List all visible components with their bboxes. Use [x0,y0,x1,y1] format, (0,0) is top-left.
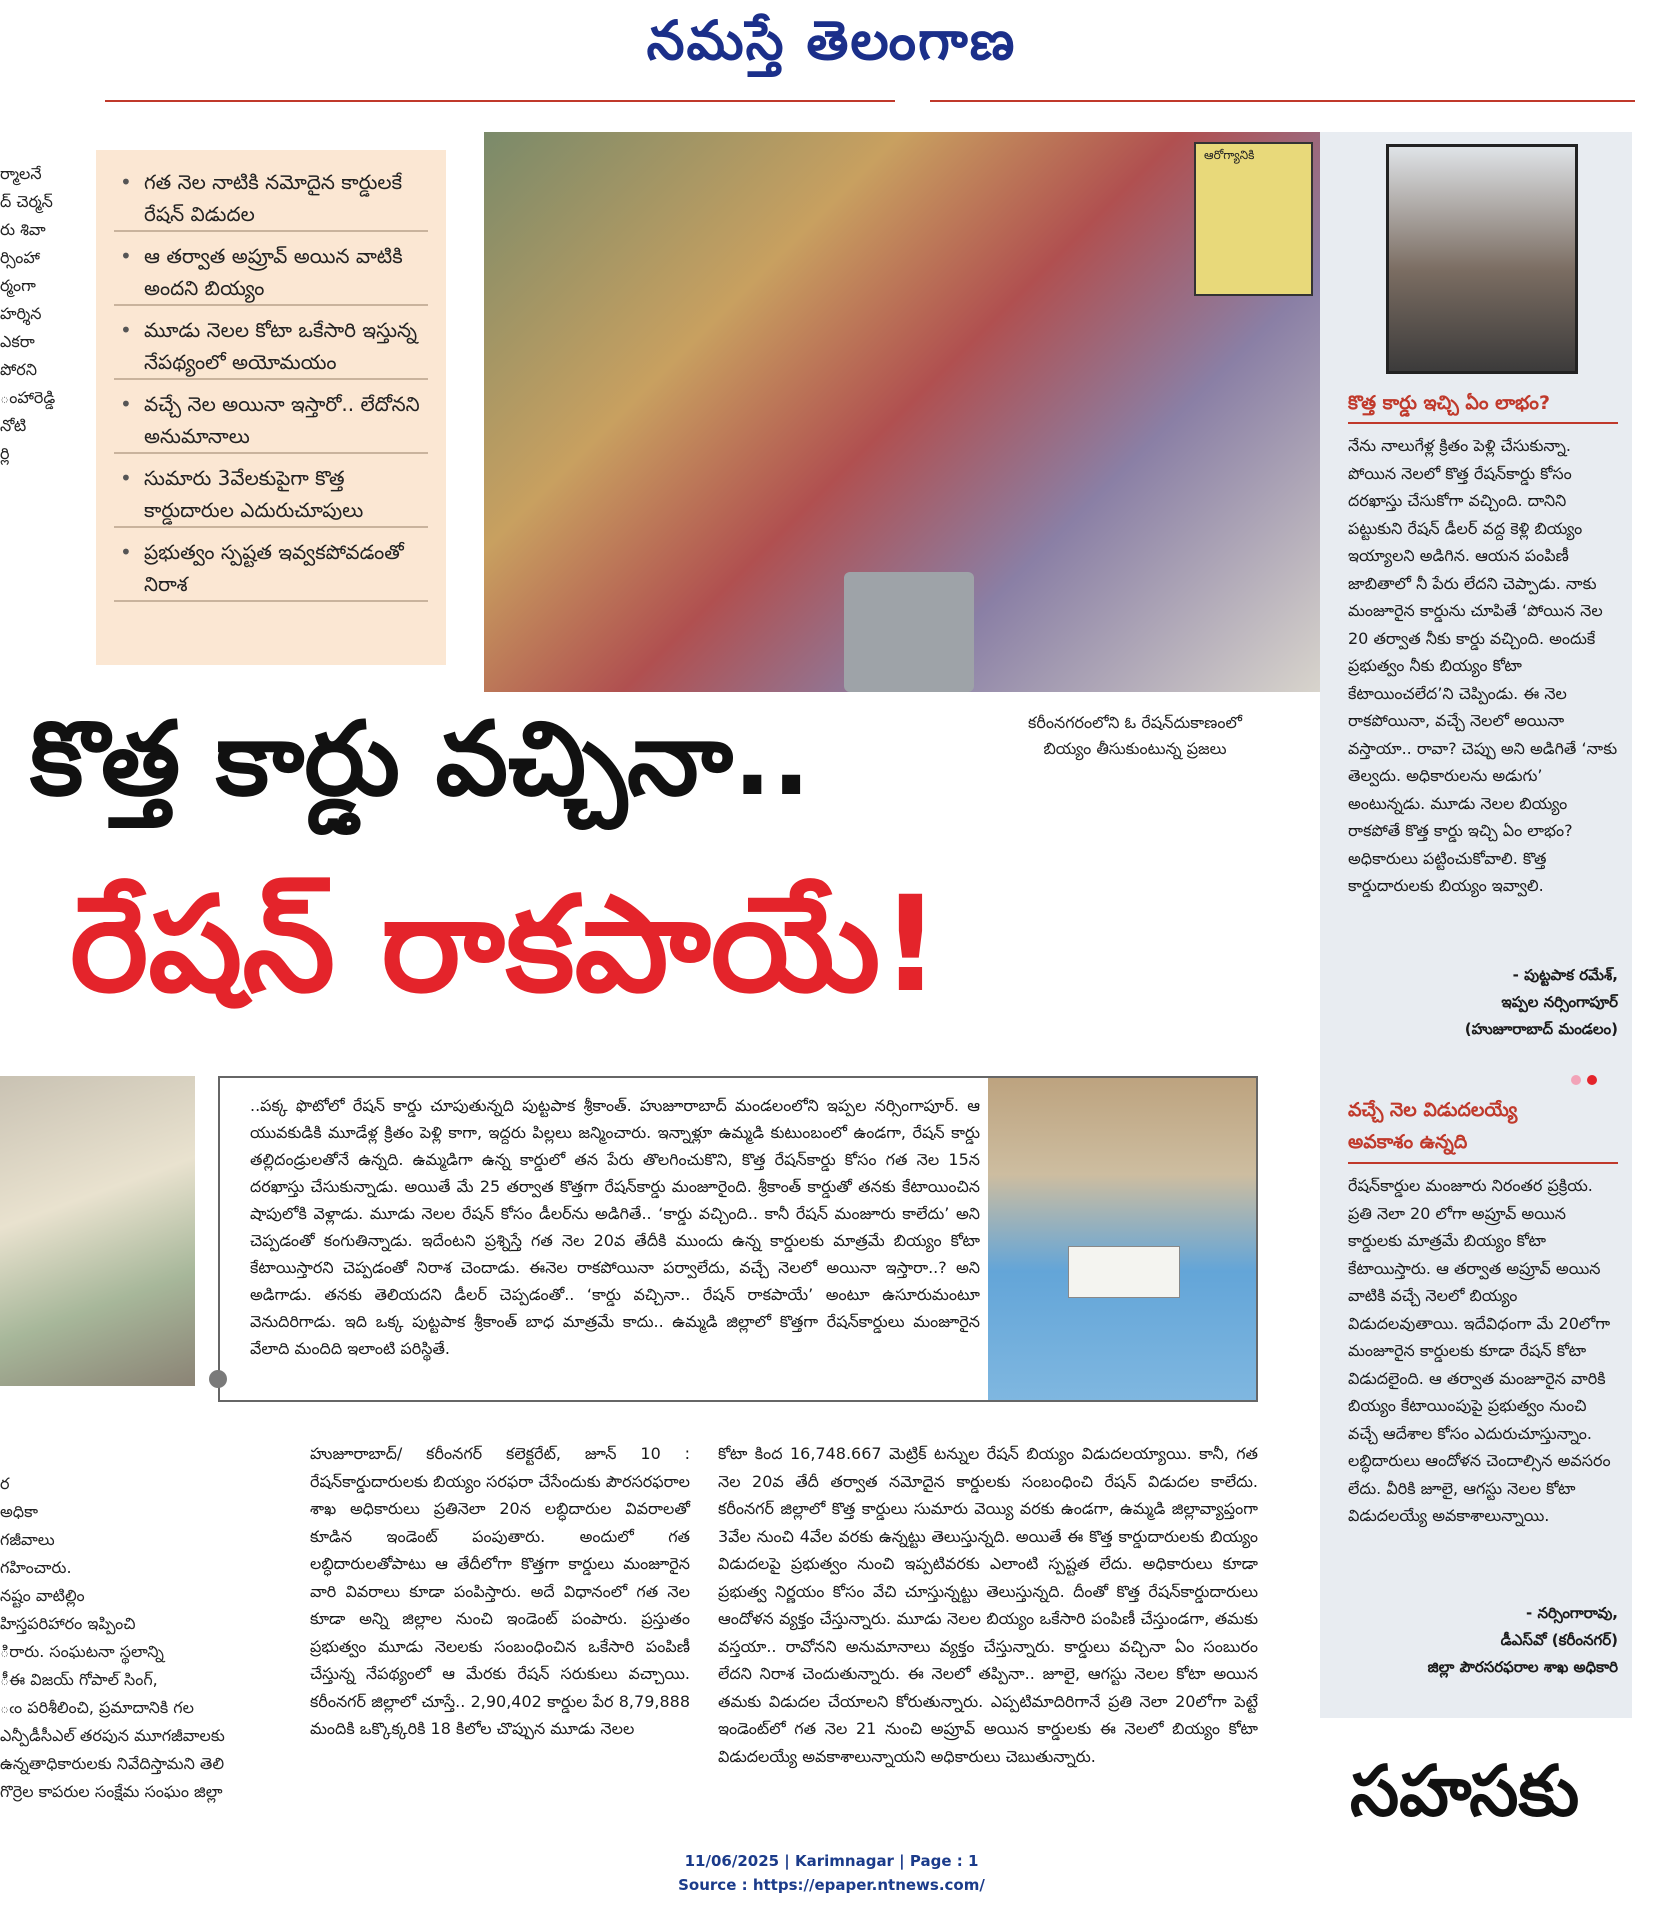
left-strip-line: ర్మాలనే [0,164,42,183]
highlights-box [96,150,446,665]
sidebar-divider [1348,1162,1618,1164]
main-photo-ration-shop [484,132,1320,692]
story-box-dot [209,1370,227,1388]
left-strip-line: నోటి [0,416,27,435]
left-strip-line: ర [0,1474,10,1493]
masthead: నమస్తే తెలంగాణ [646,8,1017,72]
sidebar-dots [1565,1070,1597,1089]
left-strip-line: ీఈ విజయ్ గోపాల్ సింగ్, [0,1670,158,1689]
highlight-item: • ప్రభుత్వం స్పష్టత ఇవ్వకపోవడంతో నిరాశ [114,536,428,602]
signature-line: ఇప్పల నర్సింగాపూర్ [1501,993,1618,1011]
sidebar-bottom-heading-line: వచ్చే నెల విడుదలయ్యే [1348,1099,1518,1121]
sidebar-top-text: నేను నాలుగేళ్ల క్రితం పెళ్లి చేసుకున్నా. పోయిన నెలలో కొత్త రేషన్‌కార్డు కోసం దరఖాస్తు చేసుకోగా వచ్చింది. దానిని పట్టుకుని రేషన్ డీలర్ వద్ద కెళ్లి బియ్యం ఇయ్యాలని అడిగిన. ఆయన పంపిణీ జాబితాలో నీ పేరు లేదని చెప్పాడు. నాకు మంజూరైన కార్డును చూపితే ‘పోయిన నెల 20 తర్వాత నీకు కార్డు వచ్చింది. అందుకే ప్రభుత్వం నీకు బియ్యం కోటా కేటాయించలేద’ని చెప్పిండు. ఈ నెల రాకపోయినా, వచ్చే నెలలో అయినా వస్తాయా.. రావా? చెప్పు అని అడిగితే ‘నాకు తెల్వదు. అధికారులను అడుగు’ అంటున్నడు. మూడు నెలల బియ్యం రాకపోతే కొత్త కార్డు ఇచ్చి ఏం లాభం? అధికారులు పట్టించుకోవాలి. కొత్త కార్డుదారులకు బియ్యం ఇవ్వాలి. [1348,436,1618,895]
left-strip-line: ర్మంగా [0,276,36,295]
footer-date-edition: 11/06/2025 | Karimnagar | Page : 1 [684,1852,979,1870]
highlight-item: • మూడు నెలల కోటా ఒకేసారి ఇస్తున్న నేపథ్యంలో అయోమయం [114,314,428,380]
sidebar-divider [1348,422,1618,424]
left-strip-line: గహించారు. [0,1558,72,1577]
highlight-item: • వచ్చే నెల అయినా ఇస్తారో.. లేదోనని అనుమానాలు [114,388,428,454]
signature-line: - పుట్టపాక రమేశ్, [1512,966,1618,984]
left-strip-line: ిరారు. సంఘటనా స్థలాన్ని [0,1642,164,1661]
left-strip-line: అధికా [0,1502,38,1521]
body-column-2: కోటా కింద 16,748.667 మెట్రిక్ టన్నుల రేషన్ బియ్యం విడుదలయ్యాయి. కానీ, గత నెల 20వ తేదీ తర్వాత నమోదైన కార్డులకు సంబంధించి రేషన్ విడుదల కాలేదు. కరీంనగర్ జిల్లాలో కొత్త కార్డులు సుమారు వెయ్యి వరకు ఉండగా, ఉమ్మడి జిల్లావ్యాప్తంగా 3వేల నుంచి 4వేల వరకు ఉన్నట్టు తెలుస్తున్నది. అయితే ఈ కొత్త కార్డుదారులకు బియ్యం విడుదలపై ప్రభుత్వం నుంచి ఇప్పటివరకు ఎలాంటి స్పష్టత లేదు. అధికారులు కూడా ప్రభుత్వ నిర్ణయం కోసం వేచి చూస్తున్నట్టు తెలుస్తున్నది. దీంతో కొత్త రేషన్‌కార్డుదారులు ఆందోళన వ్యక్తం చేస్తున్నారు. మూడు నెలల బియ్యం ఒకేసారి పంపిణీ చేస్తుండగా, తమకు వస్తయా.. రావోనని అనుమానాలు వ్యక్తం చేస్తున్నారు. కార్డులు వచ్చినా ఏం సంబురం లేదని నిరాశ చెందుతున్నారు. ఈ నెలలో తప్పినా.. జూలై, ఆగస్టు నెలల కోటా అయిన తమకు విడుదల చేయాలని కోరుతున్నారు. ఎప్పటిమాదిరిగానే ప్రతి నెలా 20లోగా పెట్టే ఇండెంట్‌లో గత నెల 21 నుంచి అప్రూవ్ అయిన కార్డులకు ఈ నెలలో బియ్యం కోటా విడుదలయ్యే అవకాశాలున్నాయని అధికారులు చెబుతున్నారు. [718,1444,1258,1766]
ration-card-image [1068,1246,1180,1298]
sidebar-bottom-heading [1348,1094,1618,1158]
masthead-rule-left [105,100,895,102]
sidebar-bottom-text: రేషన్‌కార్డుల మంజూరు నిరంతర ప్రక్రియ. ప్రతి నెలా 20 లోగా అప్రూవ్ అయిన కార్డులకు మాత్రమే బియ్యం కోటా కేటాయిస్తారు. ఆ తర్వాత అప్రూవ్ అయిన వాటికి వచ్చే నెలలో బియ్యం విడుదలవుతాయి. ఇదేవిధంగా మే 20లోగా మంజూరైన కార్డులకు కూడా రేషన్ కోటా విడుదలైంది. ఆ తర్వాత మంజూరైన వారికి బియ్యం కేటాయింపుపై ప్రభుత్వం నుంచి వచ్చే ఆదేశాల కోసం ఎదురుచూస్తున్నాం. లబ్ధిదారులు ఆందోళన చెందాల్సిన అవసరం లేదు. వీరికి జూలై, ఆగస్టు నెలల కోటా విడుదలయ్యే అవకాశాలున్నాయి. [1348,1176,1611,1525]
signature-line: - నర్సింగారావు, [1526,1604,1618,1622]
left-strip-line: ఉన్నతాధికారులకు నివేదిస్తామని తెలి [0,1754,225,1773]
left-strip-bottom [0,1470,275,1835]
highlight-item: • సుమారు 3వేలకుపైగా కొత్త కార్డుదారుల ఎదురుచూపులు [114,462,428,528]
photo-caption [975,710,1295,762]
sidebar-bottom-signature [1348,1600,1618,1681]
story-box [218,1076,1258,1402]
next-story-teaser: సహసకు [1350,1750,1580,1832]
left-strip-top [0,160,58,480]
photo-poster [1194,142,1313,296]
left-strip-line: గొర్రెల కాపరుల సంక్షేమ సంఘం జిల్లా [0,1782,223,1801]
left-photo-rice-bags [0,1076,195,1386]
story-box-text: ..పక్క ఫొటోలో రేషన్ కార్డు చూపుతున్నది పుట్టపాక శ్రీకాంత్. హుజూరాబాద్ మండలంలోని ఇప్పల నర్సింగాపూర్. ఆ యువకుడికి మూడేళ్ల క్రితం పెళ్లి కాగా, ఇద్దరు పిల్లలు జన్మించారు. ఇన్నాళ్లూ ఉమ్మడి కుటుంబంలో ఉండగా, రేషన్ కార్డు తల్లిదండ్రులతోనే ఉన్నది. ఉమ్మడిగా ఉన్న కార్డులో తన పేరు తొలగించుకొని, కొత్త రేషన్‌కార్డు కోసం గత నెల 15న దరఖాస్తు చేసుకున్నాడు. అయితే మే 25 తర్వాత కొత్తగా రేషన్‌కార్డు మంజూరైంది. శ్రీకాంత్ కార్డుతో తనకు కేటాయించిన షాపులోకి వెళ్లాడు. మూడు నెలల రేషన్ కోసం డీలర్‌ను అడిగితే.. ‘కార్డు వచ్చింది.. కానీ రేషన్ మంజూరు కాలేదు’ అని చెప్పడంతో కంగుతిన్నాడు. ఇదేంటని ప్రశ్నిస్తే గత నెల 20వ తేదీకి ముందు ఉన్న కార్డులకు మాత్రమే బియ్యం కోటా కేటాయిస్తారని చెప్పడంతో నిరాశ చెందాడు. ఈనెల రాకపోయినా పర్వాలేదు, వచ్చే నెలలో అయినా ఇస్తారా..? అని అడిగాడు. తనకు తెలియదని డీలర్ చెప్పడంతో.. ‘కార్డు వచ్చినా.. రేషన్ రాకపాయే’ అంటూ ఉసూరుమంటూ వెనుదిరిగాడు. ఇది ఒక్క పుట్టపాక శ్రీకాంత్ బాధ మాత్రమే కాదు.. ఉమ్మడి జిల్లాలో కొత్తగా రేషన్‌కార్డులు మంజూరైన వేలాది మందిది ఇలాంటి పరిస్థితే. [250,1096,980,1358]
photo-caption-line: కరీంనగరంలోని ఓ రేషన్‌దుకాణంలో [1028,713,1242,732]
left-strip-line: ర్సింహా [0,248,40,267]
left-strip-line: రు శివా [0,220,46,239]
left-strip-line: హిస్తపరిహారం ఇప్పించి [0,1614,136,1633]
sidebar [1320,132,1632,1718]
sidebar-top-signature [1348,962,1618,1043]
signature-line: జిల్లా పౌరసరఫరాల శాఖ అధికారి [1427,1658,1618,1676]
photo-caption-line: బియ్యం తీసుకుంటున్న ప్రజలు [1043,739,1227,758]
photo-poster-text: ఆరోగ్యానికి [1204,148,1255,162]
sidebar-photo-ramesh [1386,144,1578,374]
signature-line: డీఎస్‌వో (కరీంనగర్) [1500,1631,1618,1649]
highlight-item: • ఆ తర్వాత అప్రూవ్ అయిన వాటికి అందని బియ్యం [114,240,428,306]
left-strip-line: పోరని [0,360,38,379]
sidebar-top-heading: కొత్త కార్డు ఇచ్చి ఏం లాభం? [1348,392,1550,414]
headline-line-1: కొత్త కార్డు వచ్చినా.. [30,700,811,819]
story-photo-srikanth [988,1078,1256,1400]
body-column-1: హుజూరాబాద్/ కరీంనగర్ కలెక్టరేట్, జూన్ 10 : రేషన్‌కార్డుదారులకు బియ్యం సరఫరా చేసేందుకు పౌరసరఫరాల శాఖ అధికారులు ప్రతినెలా 20న లబ్ధిదారుల వివరాలతో కూడిన ఇండెంట్ పంపుతారు. అందులో గత లబ్ధిదారులతోపాటు ఆ తేదీలోగా కొత్తగా కార్డులు మంజూరైన వారి వివరాలు కూడా పంపిస్తారు. అదే విధానంలో గత నెల కూడా అన్ని జిల్లాల నుంచి ఇండెంట్ పంపారు. ప్రస్తుతం ప్రభుత్వం మూడు నెలలకు సంబంధించిన ఒకేసారి పంపిణీ చేస్తున్న నేపథ్యంలో ఆ మేరకు రేషన్ సరుకులు వచ్చాయి. కరీంనగర్ జిల్లాలో చూస్తే.. 2,90,402 కార్డుల పేర 8,79,888 మందికి ఒక్కొక్కరికి 18 కిలోల చొప్పున మూడు నెలల [310,1444,690,1738]
left-strip-line: ద్ చెర్మన్ [0,192,53,211]
left-strip-line: ఎకరా [0,332,35,351]
left-strip-line: ర్లి [0,444,10,463]
left-strip-line: హర్శిన [0,304,42,323]
highlight-item: • గత నెల నాటికి నమోదైన కార్డులకే రేషన్ విడుదల [114,166,428,232]
headline-line-2: రేషన్ రాకపాయే! [70,868,941,1022]
left-strip-line: నష్టం వాటిల్లిం [0,1586,85,1605]
left-strip-line: ఁం పరిశీలించి, ప్రమాదానికి గల [0,1698,194,1717]
masthead-rule-right [930,100,1635,102]
left-strip-line: ఎన్పీడీసీఎల్ తరపున మూగజీవాలకు [0,1726,225,1745]
photo-weighing-scale [844,572,974,692]
sidebar-bottom-heading-line: అవకాశం ఉన్నది [1348,1131,1468,1153]
left-strip-line: ంహారెడ్డి [0,388,56,407]
left-strip-line: గజీవాలు [0,1530,55,1549]
signature-line: (హుజూరాబాద్ మండలం) [1464,1020,1618,1038]
footer-source: Source : https://epaper.ntnews.com/ [678,1876,985,1894]
